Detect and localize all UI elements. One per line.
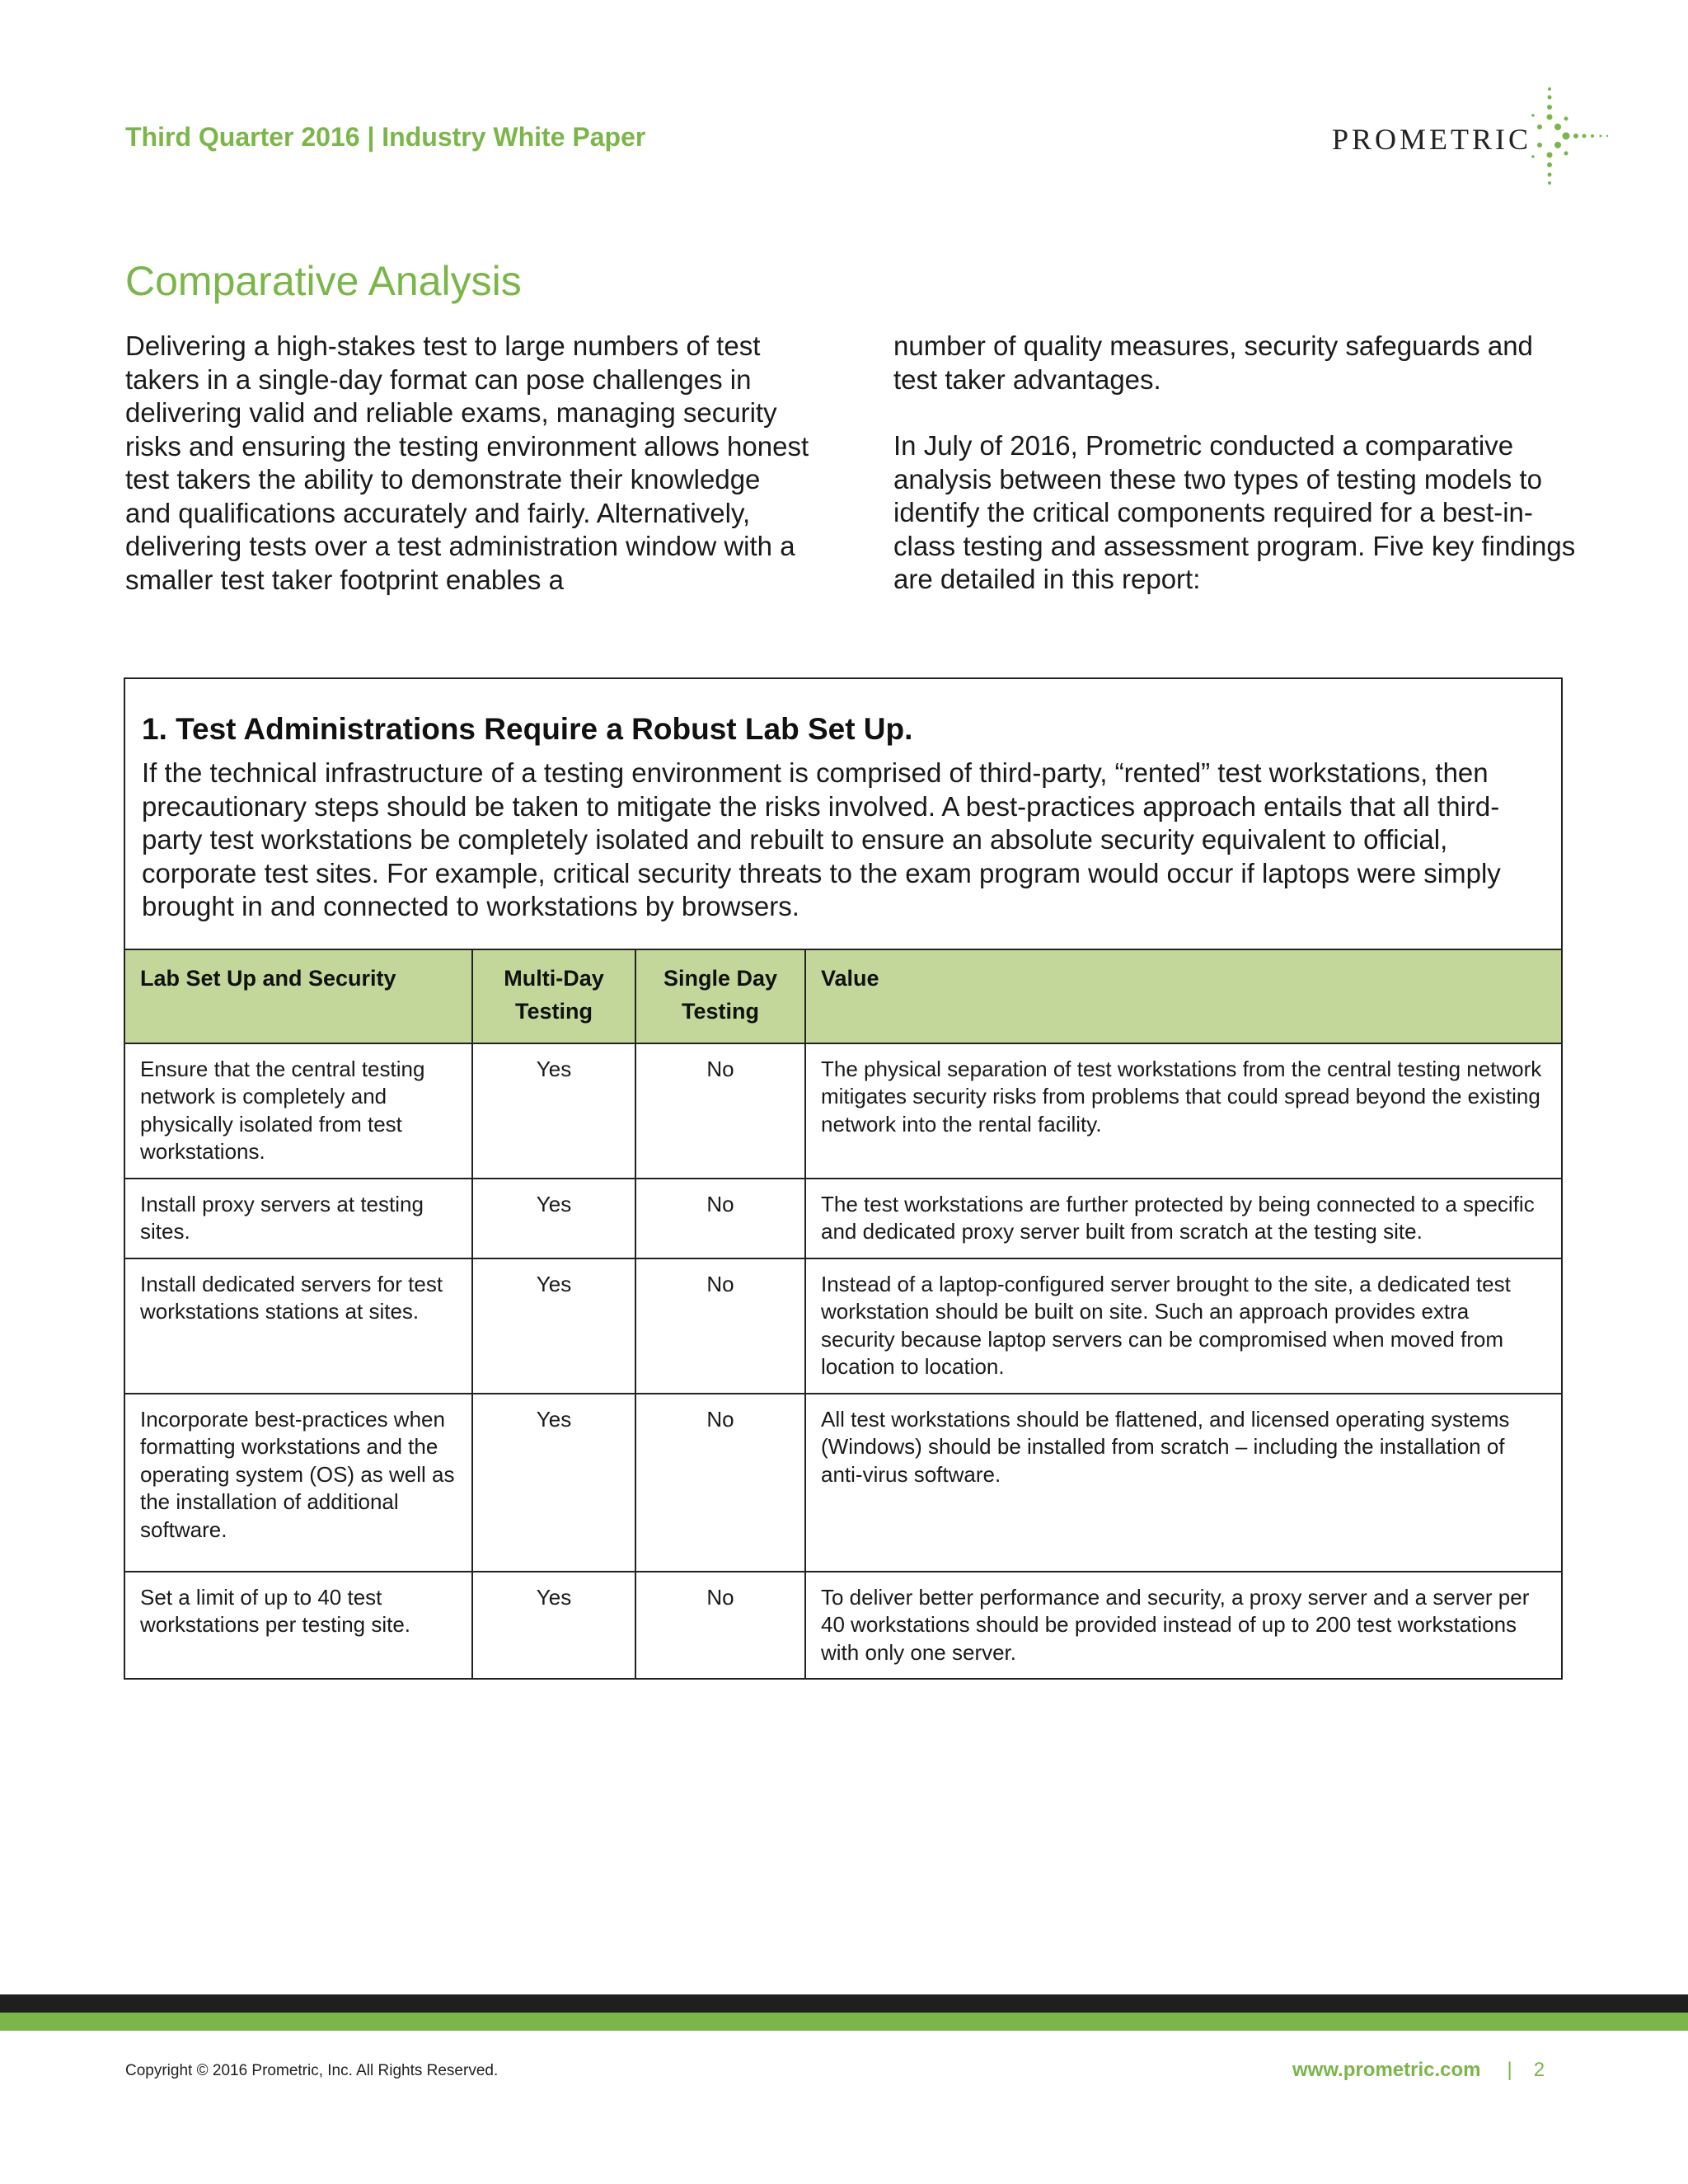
table-row (125, 1394, 1561, 1572)
row-multi-day: Yes (472, 1258, 635, 1394)
row-multi-day: Yes (472, 1179, 635, 1258)
table-row (125, 1572, 1561, 1679)
section-title: Comparative Analysis (125, 258, 522, 304)
header-multi-day-line1: Multi-Day (504, 965, 604, 991)
finding-header (125, 679, 1561, 949)
intro-left-column (125, 330, 809, 630)
header-multi-day-line2: Testing (515, 998, 593, 1024)
row-single-day: No (635, 1179, 805, 1258)
page-number: 2 (1533, 2059, 1545, 2081)
row-multi-day: Yes (472, 1394, 635, 1572)
intro-paragraph-findings: In July of 2016, Prometric conducted a comparative analysis between these two types of testing models to identify the critical components required for a best-in-class testing and assessment program. Five key findings are detailed in this report: (893, 430, 1576, 594)
intro-right-column (893, 330, 1578, 630)
footer-separator: | (1507, 2059, 1512, 2081)
row-value: To deliver better performance and security, a proxy server and a server per 40 workstations should be provided instead of up to 200 test workstations with only one server. (805, 1572, 1561, 1679)
row-value: Instead of a laptop-configured server brought to the site, a dedicated test workstation should be built on site. Such an approach provides extra security because laptop servers can be compromised when moved from location to location. (805, 1258, 1561, 1394)
row-value: The physical separation of test workstations from the central testing network mitigates security risks from problems that could spread beyond the existing network into the rental facility. (805, 1043, 1561, 1179)
row-single-day: No (635, 1572, 805, 1679)
footer-green-bar (0, 2013, 1688, 2031)
header-single-day-line2: Testing (682, 998, 759, 1024)
footer-right (1292, 2059, 1545, 2082)
finding-box (124, 677, 1563, 1680)
lab-setup-table (125, 949, 1561, 1679)
header-value: Value (805, 949, 1561, 1043)
intro-paragraph: Delivering a high-stakes test to large numbers of test takers in a single-day format can pose challenges in delivering valid and reliable exams, managing security risks and ensuring the testing environment allows honest test takers the ability to demonstrate their knowledge and qualifications accurately and fairly. Alternatively, delivering tests over a test administration window with a smaller test taker footprint enables a (125, 330, 809, 595)
row-item: Set a limit of up to 40 test workstations per testing site. (125, 1572, 472, 1679)
header-lab-setup: Lab Set Up and Security (125, 949, 472, 1043)
row-single-day: No (635, 1394, 805, 1572)
finding-title: 1. Test Administrations Require a Robust Lab Set Up. (142, 712, 913, 746)
header-single-day-line1: Single Day (663, 965, 778, 991)
row-item: Install proxy servers at testing sites. (125, 1179, 472, 1258)
row-item: Ensure that the central testing network is completely and physically isolated from test workstations. (125, 1043, 472, 1179)
prometric-logo (1332, 82, 1612, 190)
copyright-text: Copyright © 2016 Prometric, Inc. All Rights Reserved. (125, 2062, 499, 2079)
table-row (125, 1179, 1561, 1258)
row-single-day: No (635, 1258, 805, 1394)
row-value: All test workstations should be flattened, and licensed operating systems (Windows) should be installed from scratch – including the installation of anti-virus software. (805, 1394, 1561, 1572)
row-multi-day: Yes (472, 1043, 635, 1179)
table-header-row (125, 949, 1561, 1043)
row-item: Install dedicated servers for test workstations stations at sites. (125, 1258, 472, 1394)
header-multi-day (472, 949, 635, 1043)
website-link[interactable]: www.prometric.com (1292, 2059, 1481, 2081)
finding-body: If the technical infrastructure of a testing environment is comprised of third-party, “rented” test workstations, then precautionary steps should be taken to mitigate the risks involved. A best-practices approach entails that all third-party test workstations be completely isolated and rebuilt to ensure an absolute security equivalent to official, corporate test sites. For example, critical security threats to the exam program would occur if laptops were simply brought in and connected to workstations by browsers. (142, 757, 1501, 921)
header-single-day (635, 949, 805, 1043)
intro-paragraph-continued: number of quality measures, security safeguards and test taker advantages. (893, 330, 1533, 395)
header-tag: Third Quarter 2016 | Industry White Paper (125, 122, 646, 152)
row-single-day: No (635, 1043, 805, 1179)
logo-wordmark: PROMETRIC (1332, 123, 1532, 156)
starburst-icon (1530, 82, 1612, 190)
row-value: The test workstations are further protected by being connected to a specific and dedicated proxy server built from scratch at the testing site. (805, 1179, 1561, 1258)
row-multi-day: Yes (472, 1572, 635, 1679)
table-row (125, 1258, 1561, 1394)
table-row (125, 1043, 1561, 1179)
row-item: Incorporate best-practices when formatting workstations and the operating system (OS) as well as the installation of additional software. (125, 1394, 472, 1572)
footer-dark-bar (0, 1994, 1688, 2013)
